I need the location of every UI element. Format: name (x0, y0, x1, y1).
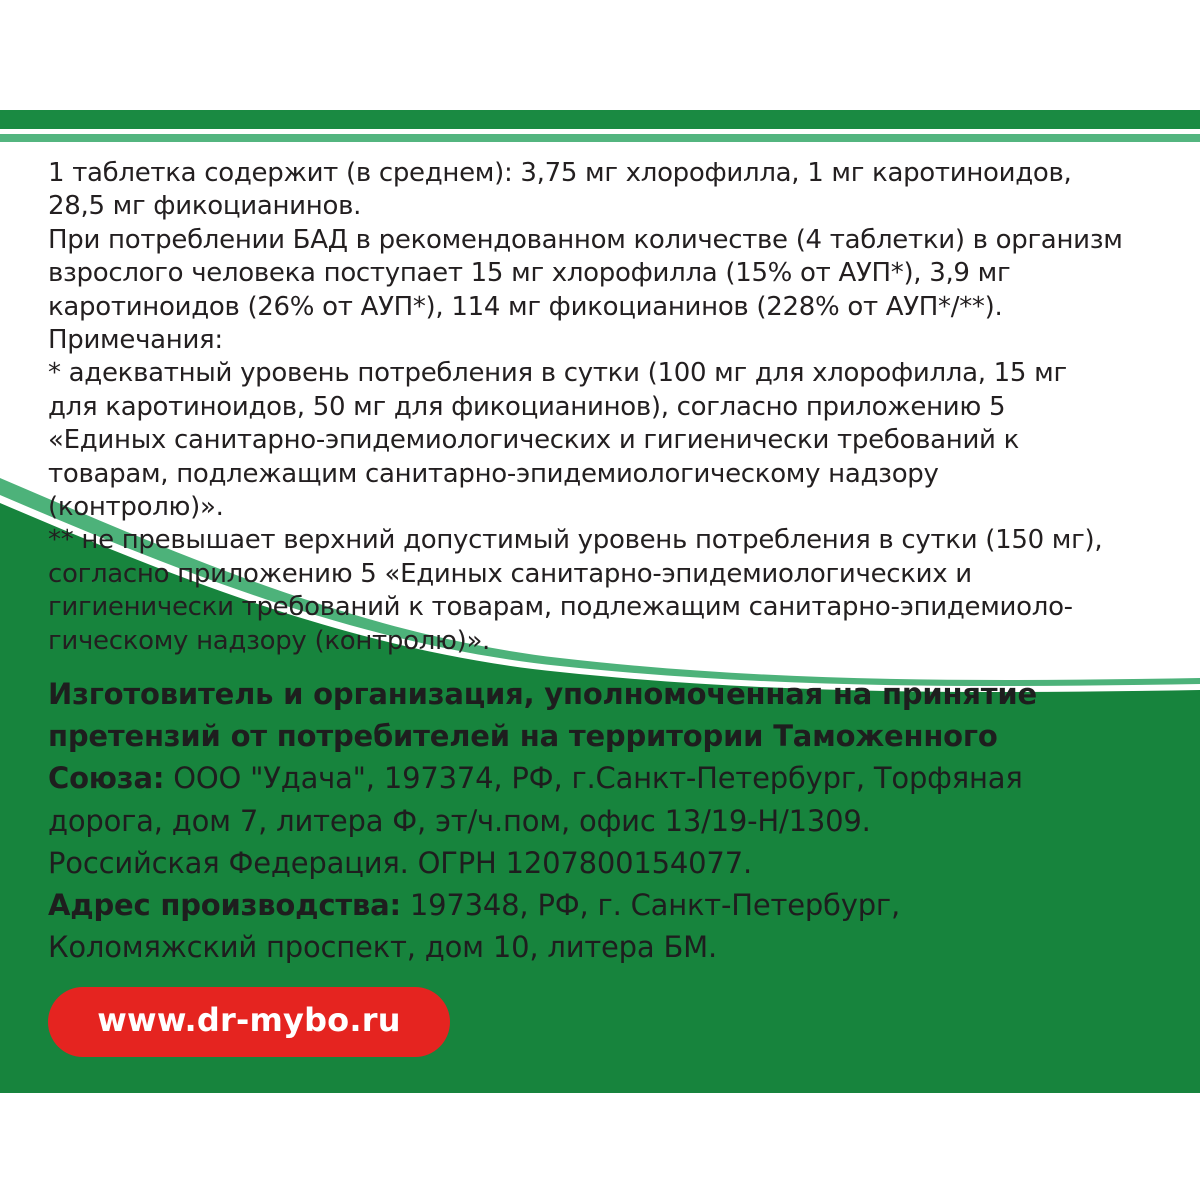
composition-text (48, 157, 1188, 658)
label-panel (0, 110, 1200, 1093)
note-line: согласно приложению 5 «Единых санитарно-эпидемиологических и (48, 558, 972, 589)
manufacturer-value: ООО "Удача", 197374, РФ, г.Санкт-Петербург, Торфяная (164, 761, 1023, 796)
manufacturer-info (48, 673, 1188, 968)
production-value: Коломяжский проспект, дом 10, литера БМ. (48, 930, 718, 965)
note-line: гическому надзору (контролю)». (48, 625, 491, 656)
manufacturer-value: дорога, дом 7, литера Ф, эт/ч.пом, офис 13/19-Н/1309. (48, 803, 871, 838)
manufacturer-value: Российская Федерация. ОГРН 1207800154077. (48, 845, 752, 880)
intake-line: каротиноидов (26% от АУП*), 114 мг фикоцианинов (228% от АУП*/**). (48, 291, 1003, 322)
note-line: (контролю)». (48, 492, 224, 523)
top-light-band (0, 134, 1200, 142)
intake-line: взрослого человека поступает 15 мг хлорофилла (15% от АУП*), 3,9 мг (48, 258, 1011, 289)
note-line: для каротиноидов, 50 мг для фикоцианинов), согласно приложению 5 (48, 391, 1006, 422)
composition-line: 1 таблетка содержит (в среднем): 3,75 мг хлорофилла, 1 мг каротиноидов, (48, 158, 1072, 188)
note-line: товарам, подлежащим санитарно-эпидемиологическому надзору (48, 458, 939, 489)
top-white-line (0, 129, 1200, 134)
production-label: Адрес производства: (48, 888, 401, 923)
manufacturer-label: претензий от потребителей на территории Таможенного (48, 719, 998, 754)
intake-line: При потреблении БАД в рекомендованном количестве (4 таблетки) в организм (48, 224, 1123, 255)
production-value: 197348, РФ, г. Санкт-Петербург, (400, 888, 900, 923)
top-green-band (0, 110, 1200, 129)
manufacturer-label: Изготовитель и организация, уполномоченная на принятие (48, 677, 1037, 711)
note-line: * адекватный уровень потребления в сутки (100 мг для хлорофилла, 15 мг (48, 358, 1067, 389)
manufacturer-label: Союза: (48, 761, 165, 796)
note-line: «Единых санитарно-эпидемиологических и гигиенически требований к (48, 425, 1020, 456)
note-line: ** не превышает верхний допустимый уровень потребления в сутки (150 мг), (48, 525, 1103, 556)
note-line: гигиенически требований к товарам, подлежащим санитарно-эпидемиоло- (48, 592, 1073, 623)
website-link[interactable]: www.dr-mybo.ru (48, 987, 450, 1057)
composition-line: 28,5 мг фикоцианинов. (48, 191, 362, 222)
notes-heading: Примечания: (48, 325, 223, 356)
